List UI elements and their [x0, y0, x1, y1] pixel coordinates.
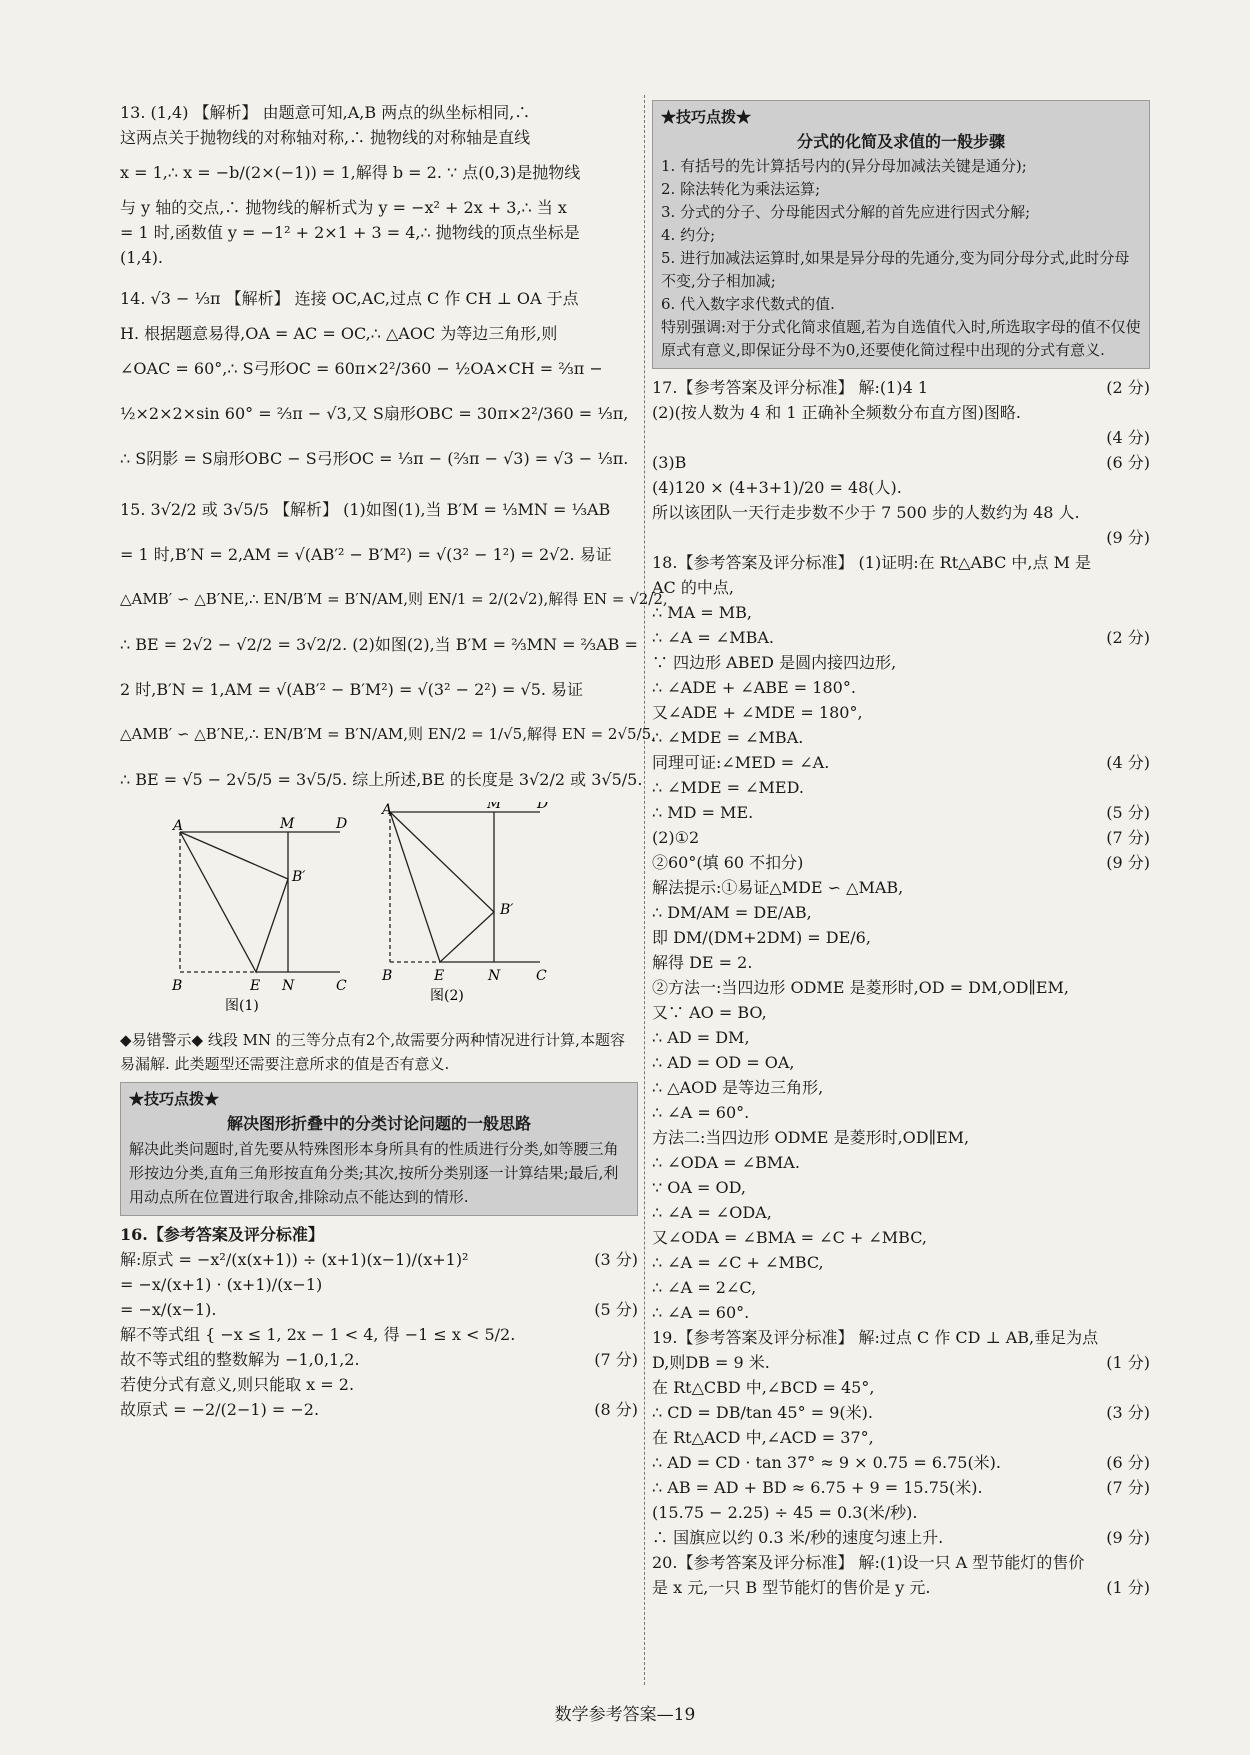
q13-line: x = 1,∴ x = −b/(2×(−1)) = 1,解得 b = 2. ∵ 点(0,3)是抛物线 [120, 163, 581, 182]
q18-line-text: ∴ ∠MDE = ∠MED. [652, 778, 804, 797]
q13-line: 这两点关于抛物线的对称轴对称,∴ 抛物线的对称轴是直线 [120, 128, 531, 147]
q15-line: △AMB′ ∽ △B′NE,∴ EN/B′M = B′N/AM,则 EN/2 = 1/√5,解得 EN = 2√5/5, [120, 725, 656, 743]
q14-line: H. 根据题意易得,OA = AC = OC,∴ △AOC 为等边三角形,则 [120, 324, 558, 343]
q16-line-text: 解:原式 = −x²/(x(x+1)) ÷ (x+1)(x−1)/(x+1)² [120, 1250, 469, 1269]
q16-line-text: = −x/(x−1). [120, 1300, 217, 1319]
tip-item: 6. 代入数字求代数式的值. [661, 295, 835, 313]
q20-line [652, 1575, 1150, 1600]
q17-line [652, 425, 1150, 450]
q19-lines [652, 1350, 1150, 1550]
q18-line [652, 1000, 1150, 1025]
q17-line [652, 525, 1150, 550]
q15-line: △AMB′ ∽ △B′NE,∴ EN/B′M = B′N/AM,则 EN/1 = 2/(2√2),解得 EN = √2/2, [120, 590, 668, 608]
q18-line [652, 1275, 1150, 1300]
q15-block [120, 487, 668, 802]
q18-line-text: ∴ MD = ME. [652, 803, 754, 822]
q18-line [652, 625, 1150, 650]
q18-line [652, 1100, 1150, 1125]
q14-line: ½×2×2×sin 60° = ⅔π − √3,又 S扇形OBC = 30π×2²/360 = ⅓π, [120, 404, 629, 423]
q18-line-text: ∴ ∠A = ∠C + ∠MBC, [652, 1253, 824, 1272]
q16-line-text: 故原式 = −2/(2−1) = −2. [120, 1400, 320, 1419]
q16-line [120, 1347, 638, 1372]
q19-line-points: (7 分) [1106, 1478, 1150, 1497]
q19-line [652, 1425, 1150, 1450]
q18-line [652, 600, 1150, 625]
q18-line-text: 即 DM/(DM+2DM) = DE/6, [652, 928, 871, 947]
fig1-label-Bp: B′ [292, 869, 306, 885]
q18-line [652, 1250, 1150, 1275]
q18-line-points: (5 分) [1106, 803, 1150, 822]
q17-line-text: (3)B [652, 453, 687, 472]
tip-body: 解决此类问题时,首先要从特殊图形本身所具有的性质进行分类,如等腰三角形按边分类,直角三角形按直角分类;其次,按所分类别逐一计算结果;最后,利用动点所在位置进行取舍,排除动点不能达到的情形. [129, 1140, 619, 1206]
q17-line [652, 450, 1150, 475]
q16-line-text: 解不等式组 { −x ≤ 1, 2x − 1 < 4, 得 −1 ≤ x < 5/2. [120, 1325, 516, 1344]
q18-line-text: 又∠ADE + ∠MDE = 180°, [652, 703, 863, 722]
q17-line-text: (4)120 × (4+3+1)/20 = 48(人). [652, 478, 902, 497]
q18-line-points: (7 分) [1106, 828, 1150, 847]
q13-line: (1,4). [120, 248, 164, 267]
q16-line-points: (3 分) [594, 1250, 638, 1269]
q18-line-text: ∴ ∠A = 60°. [652, 1303, 750, 1322]
figure-2 [390, 812, 540, 962]
q19-line-text: ∴ AD = CD · tan 37° ≈ 9 × 0.75 = 6.75(米). [652, 1453, 1002, 1472]
fig2-label-E: E [434, 968, 445, 984]
q16-lines [120, 1247, 638, 1422]
q18-line [652, 1075, 1150, 1100]
right-tip-box [652, 100, 1150, 369]
q15-line: 15. 3√2/2 或 3√5/5 【解析】 (1)如图(1),当 B′M = ⅓MN = ⅓AB [120, 500, 611, 519]
q19-line [652, 1450, 1150, 1475]
q17-line-text: 所以该团队一天行走步数不少于 7 500 步的人数约为 48 人. [652, 503, 1080, 522]
tip-item: 3. 分式的分子、分母能因式分解的首先应进行因式分解; [661, 203, 1031, 221]
q18-block [652, 550, 1150, 1325]
tip-items [661, 155, 1141, 362]
q17-lines [652, 400, 1150, 550]
figure-1 [180, 832, 340, 972]
q18-line [652, 650, 1150, 675]
q18-lines [652, 575, 1150, 1325]
q18-line-text: ∴ ∠A = ∠MBA. [652, 628, 774, 647]
q17-head-text: 17.【参考答案及评分标准】 解:(1)4 1 [652, 378, 929, 397]
fig2-label-Bp: B′ [500, 902, 514, 918]
q18-line-text: 方法二:当四边形 ODME 是菱形时,OD∥EM, [652, 1128, 970, 1147]
q18-line [652, 1225, 1150, 1250]
q15-line: 2 时,B′N = 1,AM = √(AB′² − B′M²) = √(3² − 2²) = √5. 易证 [120, 680, 584, 699]
q17-line [652, 400, 1150, 425]
q18-line [652, 1050, 1150, 1075]
q19-line-text: ∴ AB = AD + BD ≈ 6.75 + 9 = 15.75(米). [652, 1478, 983, 1497]
q19-head: 19.【参考答案及评分标准】 解:过点 C 作 CD ⊥ AB,垂足为点 [652, 1328, 1099, 1347]
fig2-triangle [390, 812, 494, 962]
fig1-label-N: N [282, 978, 295, 994]
fig2-label-N: N [488, 968, 501, 984]
q18-line [652, 975, 1150, 1000]
q14-line: ∴ S阴影 = S扇形OBC − S弓形OC = ⅓π − (⅔π − √3) = √3 − ⅓π. [120, 449, 629, 468]
q19-line [652, 1350, 1150, 1375]
q18-line [652, 700, 1150, 725]
fig1-label-C: C [336, 978, 347, 994]
q15-line: ∴ BE = √5 − 2√5/5 = 3√5/5. 综上所述,BE 的长度是 3√2/2 或 3√5/5. [120, 770, 643, 789]
tip-item: 2. 除法转化为乘法运算; [661, 180, 821, 198]
fig2-label-D: D [537, 802, 549, 812]
q18-line-text: 解法提示:①易证△MDE ∽ △MAB, [652, 878, 904, 897]
q18-line [652, 1125, 1150, 1150]
q15-line: = 1 时,B′N = 2,AM = √(AB′² − B′M²) = √(3² − 1²) = 2√2. 易证 [120, 545, 612, 564]
q18-line [652, 1300, 1150, 1325]
q18-line-text: ②方法一:当四边形 ODME 是菱形时,OD = DM,OD∥EM, [652, 978, 1069, 997]
q19-line-text: (15.75 − 2.25) ÷ 45 = 0.3(米/秒). [652, 1503, 918, 1522]
tip-head: ★技巧点拨★ [661, 108, 752, 126]
fig2-caption: 图(2) [430, 988, 464, 1004]
q16-line [120, 1297, 638, 1322]
q17-line-points: (9 分) [1106, 528, 1150, 547]
fold-figures-svg [120, 802, 638, 1022]
q18-line [652, 1150, 1150, 1175]
q18-line-text: ∴ △AOD 是等边三角形, [652, 1078, 824, 1097]
q18-line-text: ∴ ∠ODA = ∠BMA. [652, 1153, 800, 1172]
tip-title: 解决图形折叠中的分类讨论问题的一般思路 [226, 1114, 531, 1133]
q16-line [120, 1322, 638, 1347]
q18-line-text: ∴ MA = MB, [652, 603, 753, 622]
q18-line-text: ②60°(填 60 不扣分) [652, 853, 804, 872]
q18-line-text: 又∠ODA = ∠BMA = ∠C + ∠MBC, [652, 1228, 927, 1247]
q18-line-points: (9 分) [1106, 853, 1150, 872]
q16-line-points: (7 分) [594, 1350, 638, 1369]
q19-line-text: 在 Rt△CBD 中,∠BCD = 45°, [652, 1378, 875, 1397]
q19-line [652, 1375, 1150, 1400]
q18-line-points: (4 分) [1106, 753, 1150, 772]
q17-line-points: (4 分) [1106, 428, 1150, 447]
q19-line-text: ∴ CD = DB/tan 45° = 9(米). [652, 1403, 873, 1422]
tip-item: 4. 约分; [661, 226, 716, 244]
page-footer: 数学参考答案—19 [554, 1705, 696, 1725]
q16-head: 16.【参考答案及评分标准】 [120, 1225, 324, 1244]
q18-line-points: (2 分) [1106, 628, 1150, 647]
warning-note: ◆易错警示◆ 线段 MN 的三等分点有2个,故需要分两种情况进行计算,本题容易漏解. 此类题型还需要注意所求的值是否有意义. [120, 1031, 625, 1073]
q18-line [652, 725, 1150, 750]
q18-line [652, 1175, 1150, 1200]
q17-block [652, 375, 1150, 550]
q13-line: = 1 时,函数值 y = −1² + 2×1 + 3 = 4,∴ 抛物线的顶点坐标是 [120, 223, 580, 242]
q16-line-text: = −x/(x+1) · (x+1)/(x−1) [120, 1275, 323, 1294]
q18-line [652, 1025, 1150, 1050]
tip-item: 5. 进行加减法运算时,如果是异分母的先通分,变为同分母分式,此时分母不变,分子相加减; [661, 249, 1130, 290]
tip-item: 特别强调:对于分式化简求值题,若为自选值代入时,所选取字母的值不仅使原式有意义,即保证分母不为0,还要使化简过程中出现的分式有意义. [661, 318, 1141, 359]
q18-line-text: ∵ OA = OD, [652, 1178, 746, 1197]
q14-line: 14. √3 − ⅓π 【解析】 连接 OC,AC,过点 C 作 CH ⊥ OA 于点 [120, 289, 579, 308]
q16-line [120, 1247, 638, 1272]
q20-lines [652, 1575, 1150, 1600]
fig1-caption: 图(1) [225, 998, 259, 1014]
q16-line-text: 故不等式组的整数解为 −1,0,1,2. [120, 1350, 360, 1369]
q16-line-text: 若使分式有意义,则只能取 x = 2. [120, 1375, 355, 1394]
q14-line: ∠OAC = 60°,∴ S弓形OC = 60π×2²/360 − ½OA×CH = ⅔π − [120, 359, 603, 378]
q19-line [652, 1500, 1150, 1525]
q18-line [652, 825, 1150, 850]
fig1-label-B: B [172, 978, 183, 994]
q19-line-points: (6 分) [1106, 1453, 1150, 1472]
q18-line-text: 又∵ AO = BO, [652, 1003, 767, 1022]
q18-line-text: ∵ 四边形 ABED 是圆内接四边形, [652, 653, 897, 672]
q19-line [652, 1475, 1150, 1500]
q19-line-points: (9 分) [1106, 1528, 1150, 1547]
q19-line-points: (3 分) [1106, 1403, 1150, 1422]
tip-head: ★技巧点拨★ [129, 1090, 220, 1108]
tip-item: 1. 有括号的先计算括号内的(异分母加减法关键是通分); [661, 157, 1027, 175]
q17-head [652, 375, 1150, 400]
q17-line [652, 500, 1150, 525]
q20-head: 20.【参考答案及评分标准】 解:(1)设一只 A 型节能灯的售价 [652, 1553, 1085, 1572]
q18-line [652, 575, 1150, 600]
q19-block [652, 1325, 1150, 1550]
fig2-label-A: A [382, 802, 393, 818]
q18-line [652, 900, 1150, 925]
q18-line [652, 675, 1150, 700]
q18-line-text: ∴ ∠A = 60°. [652, 1103, 750, 1122]
q17-head-points: (2 分) [1106, 378, 1150, 397]
q18-line-text: ∴ AD = DM, [652, 1028, 750, 1047]
q18-line-text: ∴ AD = OD = OA, [652, 1053, 795, 1072]
q19-line [652, 1525, 1150, 1550]
q18-line-text: ∴ ∠MDE = ∠MBA. [652, 728, 804, 747]
fig1-label-D: D [336, 816, 348, 832]
fig2-label-B: B [382, 968, 393, 984]
q17-line-points: (6 分) [1106, 453, 1150, 472]
q13-block [120, 100, 638, 270]
q17-line [652, 475, 1150, 500]
q18-line-text: 同理可证:∠MED = ∠A. [652, 753, 830, 772]
fig1-triangle [180, 832, 288, 972]
q19-line [652, 1400, 1150, 1425]
figures [120, 802, 638, 1022]
q18-line [652, 750, 1150, 775]
q17-line-text: (2)(按人数为 4 和 1 正确补全频数分布直方图)图略. [652, 403, 1021, 422]
fig1-label-A: A [173, 818, 184, 834]
tip-title: 分式的化简及求值的一般步骤 [796, 132, 1005, 151]
q14-block [120, 276, 638, 481]
q16-line-points: (5 分) [594, 1300, 638, 1319]
q18-line [652, 800, 1150, 825]
q15-line: ∴ BE = 2√2 − √2/2 = 3√2/2. (2)如图(2),当 B′M = ⅔MN = ⅔AB = [120, 635, 638, 654]
q20-block [652, 1550, 1150, 1600]
fig2-label-M: M [487, 802, 502, 812]
q18-line-text: ∴ DM/AM = DE/AB, [652, 903, 812, 922]
q18-line [652, 775, 1150, 800]
left-tip-box [120, 1082, 638, 1216]
q18-line [652, 875, 1150, 900]
q18-line [652, 925, 1150, 950]
q19-line-text: 在 Rt△ACD 中,∠ACD = 37°, [652, 1428, 874, 1447]
q18-line-text: (2)①2 [652, 828, 700, 847]
q13-line: 13. (1,4) 【解析】 由题意可知,A,B 两点的纵坐标相同,∴ [120, 103, 531, 122]
q16-line [120, 1397, 638, 1422]
fig2-label-C: C [536, 968, 547, 984]
q20-line-text: 是 x 元,一只 B 型节能灯的售价是 y 元. [652, 1578, 931, 1597]
q16-line [120, 1272, 638, 1297]
right-column [652, 100, 1150, 1600]
q18-line [652, 950, 1150, 975]
q18-head: 18.【参考答案及评分标准】 (1)证明:在 Rt△ABC 中,点 M 是 [652, 553, 1092, 572]
q13-line: 与 y 轴的交点,∴ 抛物线的解析式为 y = −x² + 2x + 3,∴ 当 x [120, 198, 567, 217]
fig1-label-M: M [280, 816, 295, 832]
q18-line-text: ∴ ∠A = ∠ODA, [652, 1203, 772, 1222]
q19-line-points: (1 分) [1106, 1353, 1150, 1372]
fig1-label-E: E [250, 978, 261, 994]
q18-line [652, 850, 1150, 875]
left-column [120, 100, 668, 1422]
q20-line-points: (1 分) [1106, 1578, 1150, 1597]
q18-line [652, 1200, 1150, 1225]
q16-block [120, 1222, 638, 1422]
column-divider [644, 95, 645, 1685]
q16-line [120, 1372, 638, 1397]
q18-line-text: 解得 DE = 2. [652, 953, 753, 972]
q16-line-points: (8 分) [594, 1400, 638, 1419]
q18-line-text: AC 的中点, [652, 578, 734, 597]
q18-line-text: ∴ ∠ADE + ∠ABE = 180°. [652, 678, 856, 697]
q19-line-text: ∴ 国旗应以约 0.3 米/秒的速度匀速上升. [652, 1528, 944, 1547]
q19-line-text: D,则DB = 9 米. [652, 1353, 770, 1372]
q18-line-text: ∴ ∠A = 2∠C, [652, 1278, 757, 1297]
